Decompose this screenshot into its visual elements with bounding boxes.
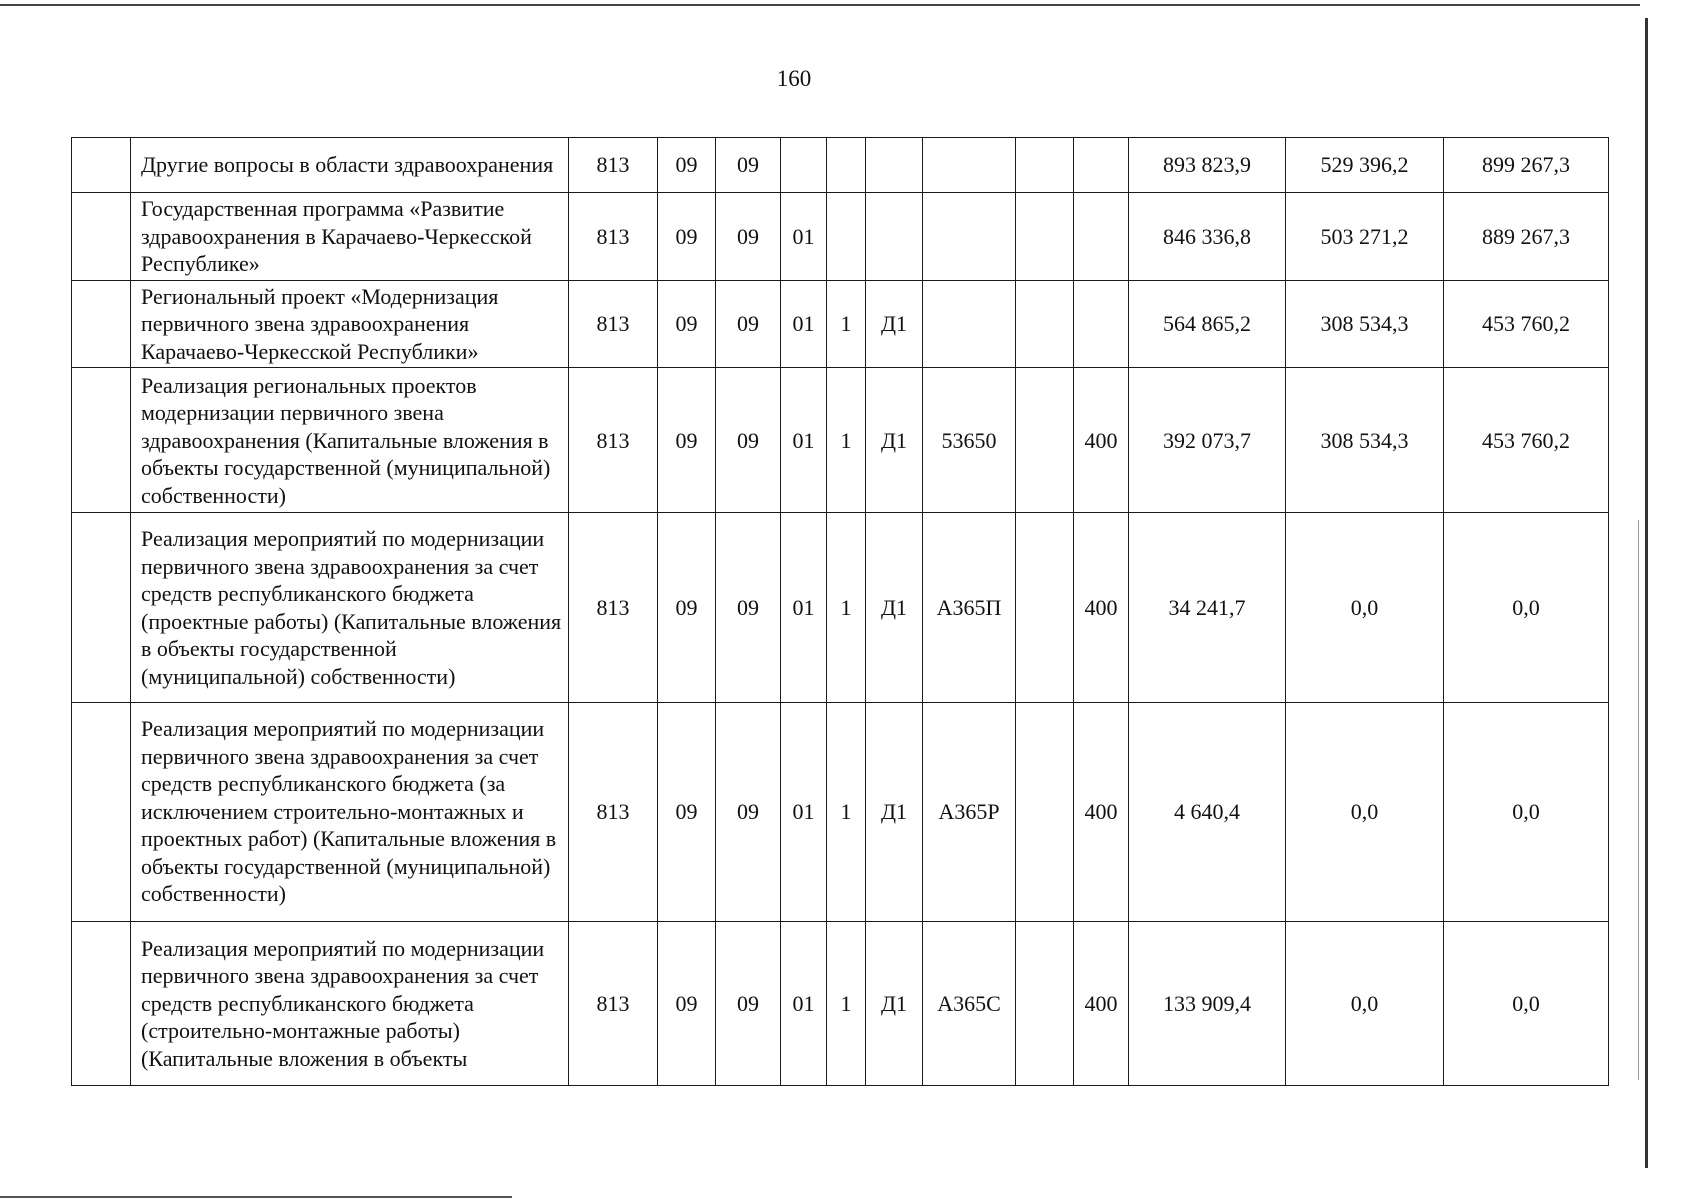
row-index-cell — [72, 138, 131, 193]
ministry-code: 813 — [569, 280, 658, 367]
direction-code — [923, 138, 1016, 193]
item-name: Другие вопросы в области здравоохранения — [131, 138, 569, 193]
ministry-code: 813 — [569, 138, 658, 193]
subsection-code: 09 — [716, 702, 781, 921]
row-index-cell — [72, 368, 131, 513]
program-code: 01 — [781, 921, 827, 1085]
table-row — [72, 921, 1609, 1085]
amount-year-2: 503 271,2 — [1286, 193, 1444, 280]
subprogram-code: 1 — [827, 368, 866, 513]
ministry-code: 813 — [569, 368, 658, 513]
section-code: 09 — [658, 702, 716, 921]
amount-year-2: 0,0 — [1286, 513, 1444, 702]
amount-year-3: 453 760,2 — [1444, 368, 1609, 513]
amount-year-2: 529 396,2 — [1286, 138, 1444, 193]
direction-code: 53650 — [923, 368, 1016, 513]
section-code: 09 — [658, 921, 716, 1085]
subsection-code: 09 — [716, 921, 781, 1085]
expense-type-code: 400 — [1074, 921, 1129, 1085]
project-code: Д1 — [866, 280, 923, 367]
expense-type-code: 400 — [1074, 368, 1129, 513]
empty-cell — [1016, 513, 1074, 702]
budget-table — [71, 137, 1609, 1086]
amount-year-1: 564 865,2 — [1129, 280, 1286, 367]
amount-year-2: 308 534,3 — [1286, 368, 1444, 513]
item-name: Государственная программа «Развитие здравоохранения в Карачаево-Черкесской Республике» — [131, 193, 569, 280]
direction-code — [923, 280, 1016, 367]
table-row — [72, 702, 1609, 921]
amount-year-3: 0,0 — [1444, 513, 1609, 702]
program-code: 01 — [781, 702, 827, 921]
subprogram-code — [827, 193, 866, 280]
expense-type-code: 400 — [1074, 513, 1129, 702]
amount-year-1: 4 640,4 — [1129, 702, 1286, 921]
row-index-cell — [72, 921, 131, 1085]
amount-year-3: 889 267,3 — [1444, 193, 1609, 280]
scan-edge-top — [0, 4, 1640, 6]
subsection-code: 09 — [716, 513, 781, 702]
scan-edge-right-inner — [1638, 520, 1639, 1080]
amount-year-1: 392 073,7 — [1129, 368, 1286, 513]
section-code: 09 — [658, 280, 716, 367]
table-row — [72, 138, 1609, 193]
empty-cell — [1016, 368, 1074, 513]
direction-code: А365С — [923, 921, 1016, 1085]
subprogram-code: 1 — [827, 702, 866, 921]
project-code: Д1 — [866, 702, 923, 921]
amount-year-1: 34 241,7 — [1129, 513, 1286, 702]
amount-year-2: 0,0 — [1286, 702, 1444, 921]
program-code: 01 — [781, 280, 827, 367]
table-row — [72, 513, 1609, 702]
amount-year-1: 846 336,8 — [1129, 193, 1286, 280]
subsection-code: 09 — [716, 280, 781, 367]
table-row — [72, 368, 1609, 513]
subprogram-code: 1 — [827, 280, 866, 367]
project-code: Д1 — [866, 513, 923, 702]
section-code: 09 — [658, 513, 716, 702]
program-code: 01 — [781, 193, 827, 280]
row-index-cell — [72, 193, 131, 280]
amount-year-3: 0,0 — [1444, 702, 1609, 921]
amount-year-3: 0,0 — [1444, 921, 1609, 1085]
ministry-code: 813 — [569, 921, 658, 1085]
row-index-cell — [72, 702, 131, 921]
ministry-code: 813 — [569, 193, 658, 280]
item-name: Реализация мероприятий по модернизации первичного звена здравоохранения за счет средств республиканского бюджета (строительно-монтажные работы) (Капитальные вложения в объекты — [131, 921, 569, 1085]
expense-type-code — [1074, 138, 1129, 193]
item-name: Реализация мероприятий по модернизации первичного звена здравоохранения за счет средств республиканского бюджета (проектные работы) (Капитальные вложения в объекты государственной (муниципальной) собственности) — [131, 513, 569, 702]
program-code: 01 — [781, 513, 827, 702]
item-name: Региональный проект «Модернизация первичного звена здравоохранения Карачаево-Черкесской Республики» — [131, 280, 569, 367]
empty-cell — [1016, 702, 1074, 921]
ministry-code: 813 — [569, 513, 658, 702]
empty-cell — [1016, 193, 1074, 280]
amount-year-1: 133 909,4 — [1129, 921, 1286, 1085]
expense-type-code: 400 — [1074, 702, 1129, 921]
subprogram-code: 1 — [827, 921, 866, 1085]
direction-code: А365П — [923, 513, 1016, 702]
expense-type-code — [1074, 193, 1129, 280]
subprogram-code: 1 — [827, 513, 866, 702]
section-code: 09 — [658, 368, 716, 513]
project-code — [866, 193, 923, 280]
row-index-cell — [72, 513, 131, 702]
project-code — [866, 138, 923, 193]
item-name: Реализация региональных проектов модернизации первичного звена здравоохранения (Капитальные вложения в объекты государственной (муниципальной) собственности) — [131, 368, 569, 513]
subsection-code: 09 — [716, 368, 781, 513]
empty-cell — [1016, 280, 1074, 367]
expense-type-code — [1074, 280, 1129, 367]
subsection-code: 09 — [716, 193, 781, 280]
program-code — [781, 138, 827, 193]
amount-year-3: 899 267,3 — [1444, 138, 1609, 193]
project-code: Д1 — [866, 368, 923, 513]
table-row — [72, 193, 1609, 280]
project-code: Д1 — [866, 921, 923, 1085]
empty-cell — [1016, 138, 1074, 193]
program-code: 01 — [781, 368, 827, 513]
scan-edge-bottom — [0, 1196, 512, 1198]
row-index-cell — [72, 280, 131, 367]
amount-year-3: 453 760,2 — [1444, 280, 1609, 367]
direction-code — [923, 193, 1016, 280]
item-name: Реализация мероприятий по модернизации первичного звена здравоохранения за счет средств республиканского бюджета (за исключением строительно-монтажных и проектных работ) (Капитальные вложения в объекты государственной (муниципальной) собственности) — [131, 702, 569, 921]
ministry-code: 813 — [569, 702, 658, 921]
subprogram-code — [827, 138, 866, 193]
subsection-code: 09 — [716, 138, 781, 193]
direction-code: А365Р — [923, 702, 1016, 921]
scan-edge-right — [1645, 18, 1648, 1168]
table-row — [72, 280, 1609, 367]
page-number: 160 — [776, 66, 812, 91]
empty-cell — [1016, 921, 1074, 1085]
amount-year-2: 0,0 — [1286, 921, 1444, 1085]
section-code: 09 — [658, 138, 716, 193]
amount-year-1: 893 823,9 — [1129, 138, 1286, 193]
section-code: 09 — [658, 193, 716, 280]
amount-year-2: 308 534,3 — [1286, 280, 1444, 367]
